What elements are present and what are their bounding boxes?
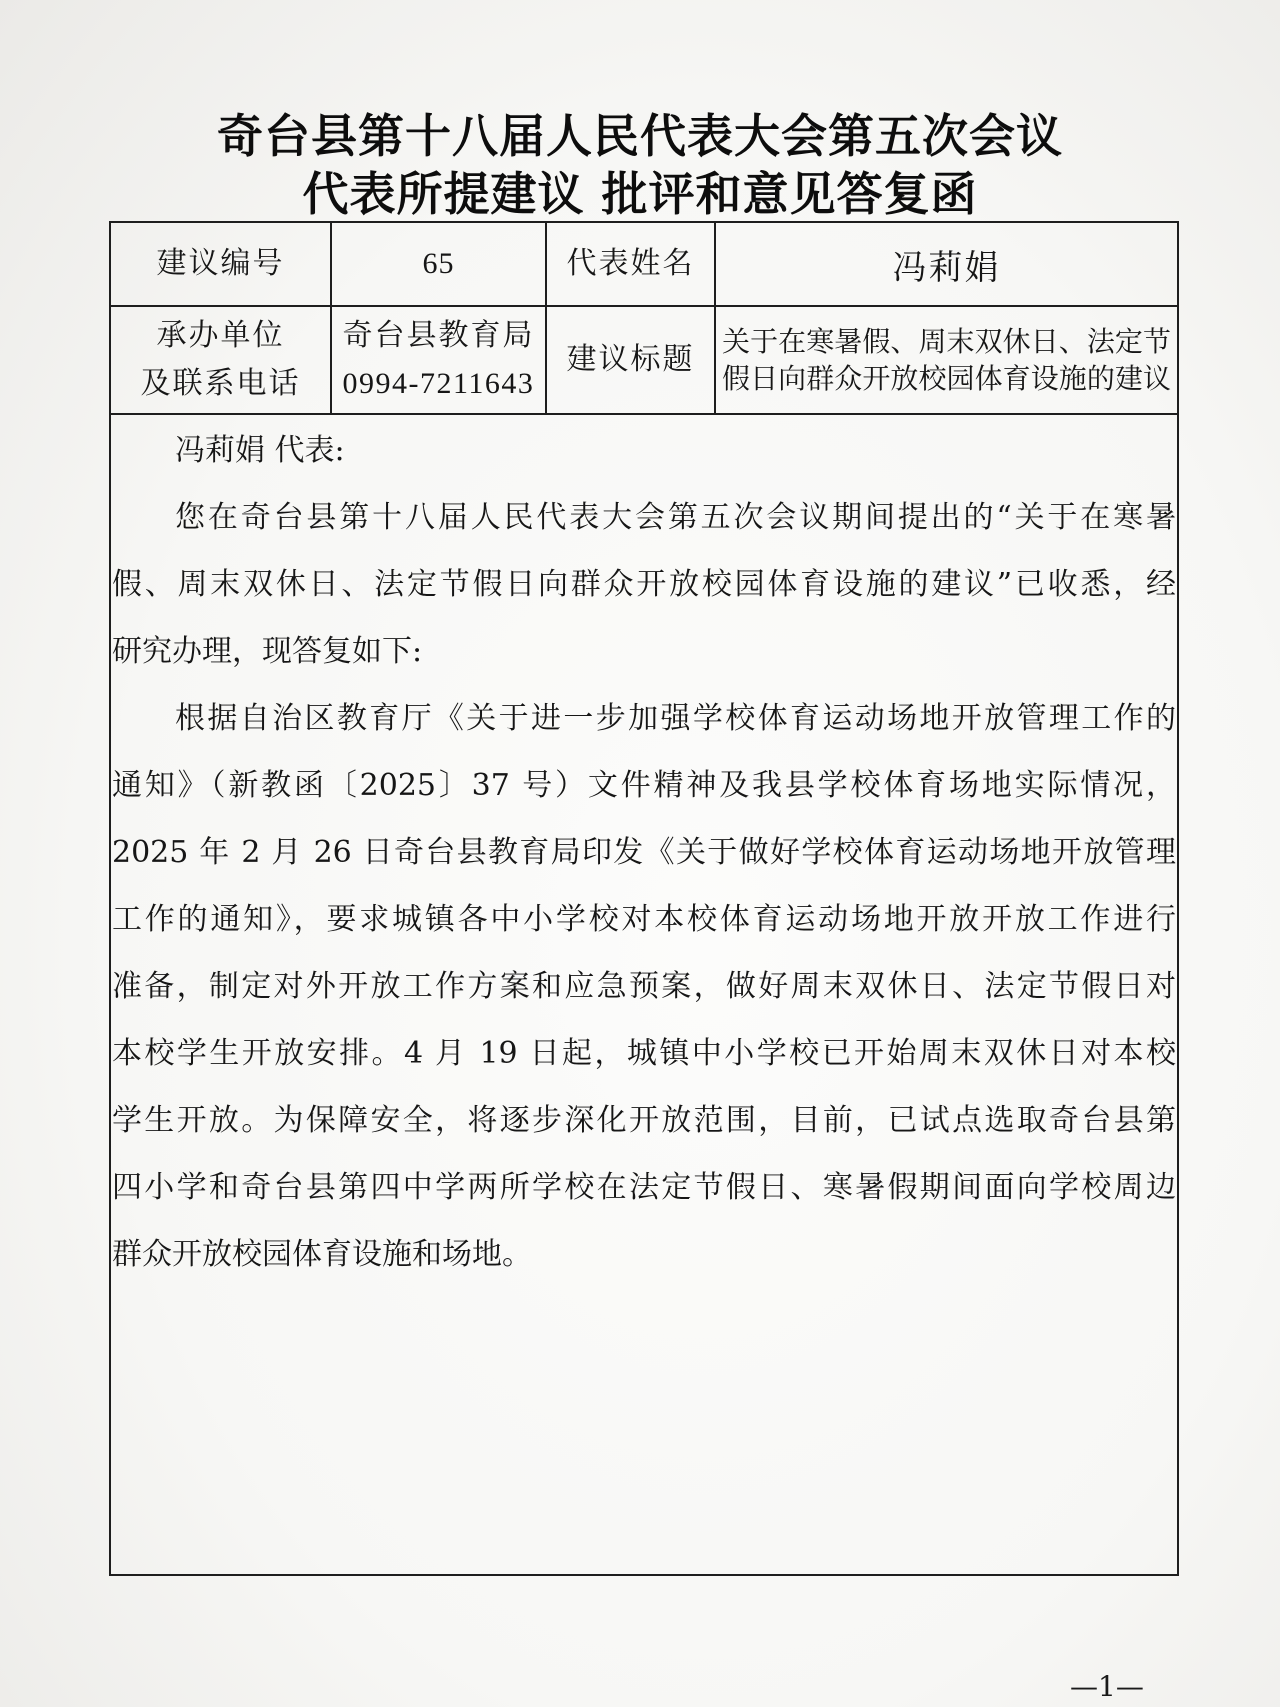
reply-form-table <box>109 221 1179 1576</box>
handling-unit-value: 奇台县教育局 <box>342 318 535 353</box>
suggestion-number-label: 建议编号 <box>156 246 285 281</box>
handling-unit-label-cell <box>111 307 332 413</box>
paragraph-line: 通知》（新教函〔2025〕37 号）文件精神及我县学校体育场地实际情况， <box>112 768 1176 803</box>
paragraph-line: 您在奇台县第十八届人民代表大会第五次会议期间提出的“关于在寒暑 <box>175 500 1176 535</box>
page-number: —1— <box>1070 1670 1144 1703</box>
paragraph-line: 本校学生开放安排。4 月 19 日起，城镇中小学校已开始周末双休日对本校 <box>112 1036 1176 1071</box>
reply-letter-body <box>111 415 1177 1288</box>
suggestion-title-label-cell <box>547 307 716 413</box>
handling-unit-label-line-1: 承办单位 <box>156 318 285 353</box>
document-title-line-2: 代表所提建议 批评和意见答复函 <box>302 167 978 221</box>
delegate-name-label: 代表姓名 <box>566 246 695 281</box>
paragraph-line: 工作的通知》，要求城镇各中小学校对本校体育运动场地开放开放工作进行 <box>112 902 1176 937</box>
suggestion-title-line-1: 关于在寒暑假、周末双休日、法定节 <box>722 325 1171 358</box>
suggestion-number-cell <box>332 223 547 305</box>
letter-paragraph-2 <box>112 685 1176 1288</box>
delegate-name-label-cell <box>547 223 716 305</box>
suggestion-title-label: 建议标题 <box>566 342 695 377</box>
handling-unit-cell <box>332 307 547 413</box>
paragraph-line: 2025 年 2 月 26 日奇台县教育局印发《关于做好学校体育运动场地开放管理 <box>112 835 1176 870</box>
handling-unit-label-line-2: 及联系电话 <box>140 366 301 401</box>
table-row-number-and-delegate <box>111 223 1177 307</box>
suggestion-number-value: 65 <box>422 247 455 280</box>
suggestion-title-text <box>716 323 1177 397</box>
paragraph-line: 四小学和奇台县第四中学两所学校在法定节假日、寒暑假期间面向学校周边 <box>112 1170 1176 1205</box>
suggestion-title-line-2: 假日向群众开放校园体育设施的建议 <box>722 362 1171 395</box>
table-row-unit-and-title <box>111 307 1177 415</box>
suggestion-title-cell <box>716 307 1177 413</box>
paragraph-line: 准备，制定对外开放工作方案和应急预案，做好周末双休日、法定节假日对 <box>112 969 1176 1004</box>
letter-salutation: 冯莉娟 代表: <box>175 433 345 468</box>
paragraph-line: 学生开放。为保障安全，将逐步深化开放范围，目前，已试点选取奇台县第 <box>112 1103 1176 1138</box>
document-title-line-1: 奇台县第十八届人民代表大会第五次会议 <box>217 109 1063 163</box>
letter-paragraph-1 <box>112 484 1176 685</box>
paragraph-line: 假、周末双休日、法定节假日向群众开放校园体育设施的建议”已收悉，经 <box>112 567 1176 602</box>
paragraph-line: 根据自治区教育厅《关于进一步加强学校体育运动场地开放管理工作的 <box>175 701 1176 736</box>
delegate-name-value: 冯莉娟 <box>892 247 1001 288</box>
contact-phone-value: 0994-7211643 <box>342 367 535 400</box>
delegate-name-cell <box>716 223 1177 305</box>
paragraph-line: 研究办理，现答复如下: <box>112 634 423 669</box>
suggestion-number-label-cell <box>111 223 332 305</box>
paragraph-line: 群众开放校园体育设施和场地。 <box>112 1237 532 1272</box>
